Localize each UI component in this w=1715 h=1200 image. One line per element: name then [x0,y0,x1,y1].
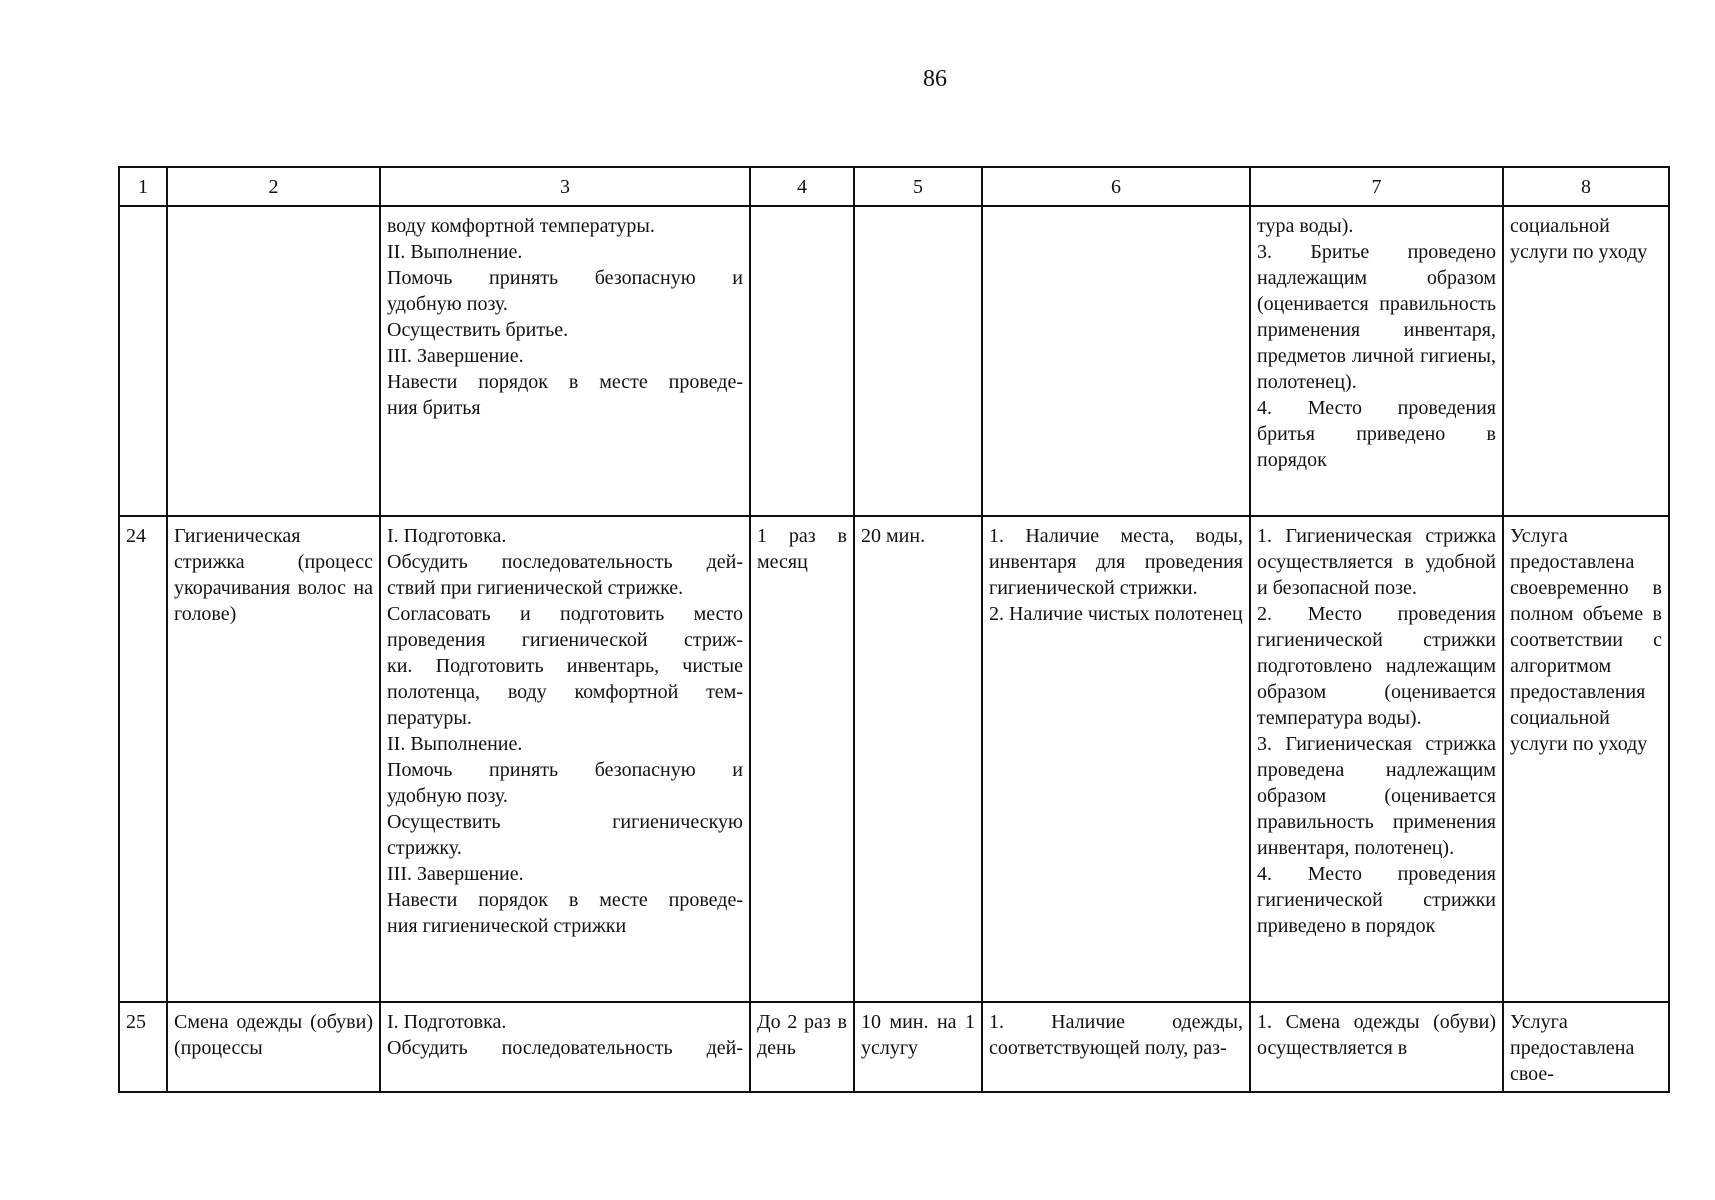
header-cell: 5 [854,167,982,206]
action-line: ки. Подготовить инвентарь, чистые [387,655,743,677]
action-line: ния бритья [387,397,481,419]
action-line: Осуществить бритье. [387,319,569,341]
cell-conditions: 1. Наличие одежды, соответствующей полу, раз- [982,1002,1250,1092]
action-line: воду комфортной температуры. [387,215,655,237]
cell-criteria: тура воды). 3. Бритье проведено надлежащим образом (оценивается правильность применения инвентаря, предметов личной гигиены, полотенец). 4. Место проведения бритья приведено в порядок [1250,206,1503,516]
cell-conditions: 1. Наличие места, воды, инвентаря для проведения гигиенической стрижки. 2. Наличие чистых полотенец [982,516,1250,1002]
cell-number: 25 [119,1002,167,1092]
header-cell: 8 [1503,167,1669,206]
cell-number [119,206,167,516]
action-line: I. Подготовка. [387,525,507,547]
table-row [119,206,1669,516]
cell-actions [380,206,750,516]
action-line: Согласовать и подготовить место [387,603,743,625]
cell-result: социальной услуги по уходу [1503,206,1669,516]
table-row [119,1002,1669,1092]
cell-number: 24 [119,516,167,1002]
action-line: удобную позу. [387,785,508,807]
cell-result: Услуга предоставлена своевременно в полном объеме в соответствии с алгоритмом предоставления социальной услуги по уходу [1503,516,1669,1002]
cell-actions [380,1002,750,1092]
action-line: Обсудить последовательность дей- [387,1037,743,1059]
action-line: стрижку. [387,837,462,859]
cell-frequency: 1 раз в месяц [750,516,854,1002]
action-line: Навести порядок в месте проведе- [387,371,743,393]
action-line: ния гигиенической стрижки [387,915,627,937]
header-cell: 4 [750,167,854,206]
header-cell: 2 [167,167,380,206]
cell-service-name: Смена одежды (обуви) (процессы [167,1002,380,1092]
cell-service-name [167,206,380,516]
services-table [118,166,1670,1093]
cell-result: Услуга предоставлена свое- [1503,1002,1669,1092]
action-line: Осуществить гигиеническую [387,811,743,833]
action-line: Помочь принять безопасную и [387,759,743,781]
action-line: III. Завершение. [387,345,524,367]
cell-criteria: 1. Смена одежды (обуви) осуществляется в [1250,1002,1503,1092]
action-line: I. Подготовка. [387,1011,507,1033]
table-header-row [119,167,1669,206]
cell-actions [380,516,750,1002]
action-line: III. Завершение. [387,863,524,885]
cell-conditions [982,206,1250,516]
action-line: пературы. [387,707,472,729]
header-cell: 7 [1250,167,1503,206]
action-line: II. Выполнение. [387,241,523,263]
cell-duration: 20 мин. [854,516,982,1002]
action-line: удобную позу. [387,293,508,315]
action-line: полотенца, воду комфортной тем- [387,681,743,703]
header-cell: 1 [119,167,167,206]
header-cell: 6 [982,167,1250,206]
action-line: Обсудить последовательность дей- [387,551,743,573]
cell-service-name: Гигиеническая стрижка (процесс укорачивания волос на голове) [167,516,380,1002]
page-number: 86 [923,66,947,92]
action-line: проведения гигиенической стриж- [387,629,743,651]
header-cell: 3 [380,167,750,206]
cell-criteria: 1. Гигиеническая стрижка осуществляется в удобной и безопасной позе. 2. Место проведения гигиенической стрижки подготовлено надлежащим образом (оценивается температура воды). 3. Гигиеническая стрижка проведена надлежащим образом (оценивается правильность применения инвентаря, полотенец). 4. Место проведения гигиенической стрижки приведено в порядок [1250,516,1503,1002]
table-row [119,516,1669,1002]
cell-duration: 10 мин. на 1 услугу [854,1002,982,1092]
action-line: ствий при гигиенической стрижке. [387,577,684,599]
cell-frequency: До 2 раз в день [750,1002,854,1092]
cell-frequency [750,206,854,516]
action-line: Помочь принять безопасную и [387,267,743,289]
cell-duration [854,206,982,516]
action-line: Навести порядок в месте проведе- [387,889,743,911]
action-line: II. Выполнение. [387,733,523,755]
